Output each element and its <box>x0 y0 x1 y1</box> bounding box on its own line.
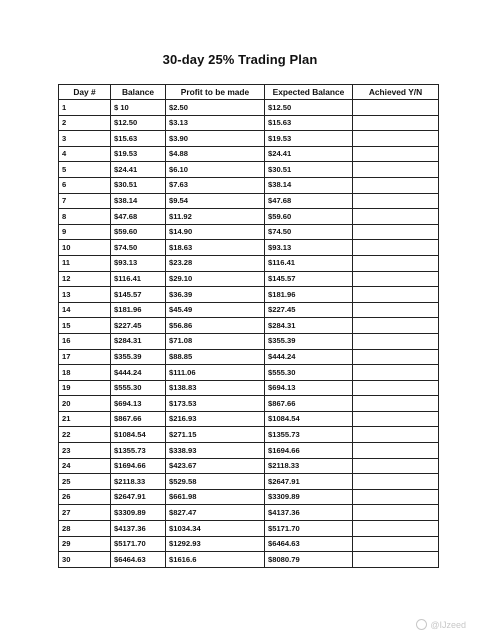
cell-expected-balance: $3309.89 <box>265 489 353 505</box>
cell-balance: $ 10 <box>111 100 166 116</box>
cell-day: 26 <box>59 489 111 505</box>
cell-expected-balance: $4137.36 <box>265 505 353 521</box>
header-profit: Profit to be made <box>166 85 265 100</box>
cell-balance: $694.13 <box>111 396 166 412</box>
cell-expected-balance: $694.13 <box>265 380 353 396</box>
cell-achieved <box>353 505 439 521</box>
table-row <box>59 240 439 256</box>
cell-profit: $423.67 <box>166 458 265 474</box>
cell-balance: $1084.54 <box>111 427 166 443</box>
cell-expected-balance: $30.51 <box>265 162 353 178</box>
table-row <box>59 209 439 225</box>
cell-balance: $181.96 <box>111 302 166 318</box>
table-row <box>59 255 439 271</box>
cell-balance: $116.41 <box>111 271 166 287</box>
cell-day: 30 <box>59 552 111 568</box>
cell-balance: $59.60 <box>111 224 166 240</box>
cell-day: 22 <box>59 427 111 443</box>
cell-balance: $24.41 <box>111 162 166 178</box>
cell-balance: $227.45 <box>111 318 166 334</box>
table-row <box>59 443 439 459</box>
cell-expected-balance: $116.41 <box>265 255 353 271</box>
table-row <box>59 458 439 474</box>
cell-achieved <box>353 396 439 412</box>
cell-achieved <box>353 224 439 240</box>
table-row <box>59 505 439 521</box>
cell-expected-balance: $355.39 <box>265 333 353 349</box>
cell-achieved <box>353 521 439 537</box>
cell-day: 25 <box>59 474 111 490</box>
table-row <box>59 271 439 287</box>
cell-balance: $5171.70 <box>111 536 166 552</box>
cell-achieved <box>353 302 439 318</box>
cell-expected-balance: $59.60 <box>265 209 353 225</box>
cell-achieved <box>353 177 439 193</box>
cell-day: 12 <box>59 271 111 287</box>
table-row <box>59 427 439 443</box>
cell-profit: $88.85 <box>166 349 265 365</box>
cell-achieved <box>353 489 439 505</box>
cell-profit: $529.58 <box>166 474 265 490</box>
cell-profit: $2.50 <box>166 100 265 116</box>
cell-profit: $1292.93 <box>166 536 265 552</box>
table-row <box>59 521 439 537</box>
table-body <box>59 100 439 568</box>
table-row <box>59 489 439 505</box>
cell-profit: $29.10 <box>166 271 265 287</box>
cell-achieved <box>353 209 439 225</box>
table-row <box>59 302 439 318</box>
table-row <box>59 536 439 552</box>
table-row <box>59 287 439 303</box>
cell-achieved <box>353 458 439 474</box>
table-row <box>59 162 439 178</box>
header-achieved: Achieved Y/N <box>353 85 439 100</box>
table-row <box>59 115 439 131</box>
cell-balance: $145.57 <box>111 287 166 303</box>
cell-expected-balance: $2118.33 <box>265 458 353 474</box>
cell-profit: $36.39 <box>166 287 265 303</box>
cell-day: 17 <box>59 349 111 365</box>
cell-day: 5 <box>59 162 111 178</box>
table-row <box>59 318 439 334</box>
cell-profit: $338.93 <box>166 443 265 459</box>
table-row <box>59 333 439 349</box>
cell-balance: $4137.36 <box>111 521 166 537</box>
cell-profit: $661.98 <box>166 489 265 505</box>
cell-profit: $173.53 <box>166 396 265 412</box>
table-row <box>59 396 439 412</box>
cell-day: 8 <box>59 209 111 225</box>
cell-achieved <box>353 115 439 131</box>
cell-achieved <box>353 318 439 334</box>
cell-achieved <box>353 380 439 396</box>
cell-profit: $3.90 <box>166 131 265 147</box>
cell-day: 10 <box>59 240 111 256</box>
cell-day: 28 <box>59 521 111 537</box>
cell-expected-balance: $93.13 <box>265 240 353 256</box>
cell-achieved <box>353 271 439 287</box>
header-balance: Balance <box>111 85 166 100</box>
cell-day: 20 <box>59 396 111 412</box>
cell-achieved <box>353 146 439 162</box>
cell-achieved <box>353 552 439 568</box>
table-row <box>59 224 439 240</box>
table-row <box>59 380 439 396</box>
cell-expected-balance: $555.30 <box>265 365 353 381</box>
cell-achieved <box>353 193 439 209</box>
cell-balance: $284.31 <box>111 333 166 349</box>
cell-expected-balance: $8080.79 <box>265 552 353 568</box>
cell-achieved <box>353 365 439 381</box>
cell-expected-balance: $1355.73 <box>265 427 353 443</box>
watermark-text: @IJzeed <box>430 619 466 630</box>
cell-balance: $30.51 <box>111 177 166 193</box>
cell-balance: $6464.63 <box>111 552 166 568</box>
weibo-icon <box>416 619 427 630</box>
cell-profit: $827.47 <box>166 505 265 521</box>
cell-achieved <box>353 100 439 116</box>
cell-day: 29 <box>59 536 111 552</box>
cell-balance: $2118.33 <box>111 474 166 490</box>
cell-day: 18 <box>59 365 111 381</box>
cell-expected-balance: $2647.91 <box>265 474 353 490</box>
cell-day: 6 <box>59 177 111 193</box>
cell-profit: $11.92 <box>166 209 265 225</box>
cell-achieved <box>353 349 439 365</box>
cell-expected-balance: $12.50 <box>265 100 353 116</box>
cell-balance: $1694.66 <box>111 458 166 474</box>
cell-day: 13 <box>59 287 111 303</box>
cell-day: 23 <box>59 443 111 459</box>
cell-achieved <box>353 162 439 178</box>
cell-expected-balance: $24.41 <box>265 146 353 162</box>
cell-profit: $18.63 <box>166 240 265 256</box>
cell-profit: $138.83 <box>166 380 265 396</box>
cell-balance: $47.68 <box>111 209 166 225</box>
cell-day: 16 <box>59 333 111 349</box>
cell-achieved <box>353 474 439 490</box>
cell-expected-balance: $145.57 <box>265 271 353 287</box>
cell-profit: $14.90 <box>166 224 265 240</box>
cell-profit: $216.93 <box>166 411 265 427</box>
cell-day: 2 <box>59 115 111 131</box>
cell-day: 15 <box>59 318 111 334</box>
cell-achieved <box>353 427 439 443</box>
cell-profit: $111.06 <box>166 365 265 381</box>
cell-balance: $2647.91 <box>111 489 166 505</box>
table-row <box>59 131 439 147</box>
cell-profit: $45.49 <box>166 302 265 318</box>
cell-balance: $1355.73 <box>111 443 166 459</box>
cell-achieved <box>353 287 439 303</box>
cell-profit: $23.28 <box>166 255 265 271</box>
cell-expected-balance: $38.14 <box>265 177 353 193</box>
cell-expected-balance: $47.68 <box>265 193 353 209</box>
table-row <box>59 365 439 381</box>
cell-balance: $444.24 <box>111 365 166 381</box>
cell-day: 11 <box>59 255 111 271</box>
cell-profit: $4.88 <box>166 146 265 162</box>
cell-day: 21 <box>59 411 111 427</box>
document-title: 30-day 25% Trading Plan <box>162 52 318 67</box>
table-row <box>59 177 439 193</box>
cell-expected-balance: $227.45 <box>265 302 353 318</box>
cell-day: 3 <box>59 131 111 147</box>
cell-expected-balance: $74.50 <box>265 224 353 240</box>
cell-profit: $71.08 <box>166 333 265 349</box>
cell-balance: $3309.89 <box>111 505 166 521</box>
cell-day: 14 <box>59 302 111 318</box>
table-header-row <box>59 85 439 100</box>
cell-balance: $555.30 <box>111 380 166 396</box>
cell-expected-balance: $1694.66 <box>265 443 353 459</box>
cell-day: 24 <box>59 458 111 474</box>
cell-achieved <box>353 240 439 256</box>
watermark <box>416 619 466 630</box>
cell-balance: $38.14 <box>111 193 166 209</box>
cell-profit: $271.15 <box>166 427 265 443</box>
cell-day: 9 <box>59 224 111 240</box>
cell-profit: $1034.34 <box>166 521 265 537</box>
cell-achieved <box>353 443 439 459</box>
cell-profit: $3.13 <box>166 115 265 131</box>
cell-expected-balance: $15.63 <box>265 115 353 131</box>
table-row <box>59 100 439 116</box>
cell-day: 4 <box>59 146 111 162</box>
cell-profit: $6.10 <box>166 162 265 178</box>
cell-expected-balance: $19.53 <box>265 131 353 147</box>
cell-expected-balance: $181.96 <box>265 287 353 303</box>
cell-expected-balance: $284.31 <box>265 318 353 334</box>
cell-achieved <box>353 333 439 349</box>
cell-balance: $867.66 <box>111 411 166 427</box>
cell-expected-balance: $867.66 <box>265 396 353 412</box>
cell-profit: $7.63 <box>166 177 265 193</box>
trading-plan-table <box>58 84 439 568</box>
cell-achieved <box>353 536 439 552</box>
table-row <box>59 411 439 427</box>
header-expected-balance: Expected Balance <box>265 85 353 100</box>
cell-profit: $9.54 <box>166 193 265 209</box>
table-row <box>59 552 439 568</box>
cell-achieved <box>353 411 439 427</box>
cell-balance: $12.50 <box>111 115 166 131</box>
cell-balance: $355.39 <box>111 349 166 365</box>
cell-expected-balance: $1084.54 <box>265 411 353 427</box>
cell-achieved <box>353 255 439 271</box>
cell-balance: $15.63 <box>111 131 166 147</box>
cell-balance: $74.50 <box>111 240 166 256</box>
cell-day: 19 <box>59 380 111 396</box>
table-row <box>59 474 439 490</box>
cell-balance: $19.53 <box>111 146 166 162</box>
cell-balance: $93.13 <box>111 255 166 271</box>
cell-expected-balance: $5171.70 <box>265 521 353 537</box>
cell-day: 7 <box>59 193 111 209</box>
header-day: Day # <box>59 85 111 100</box>
table-row <box>59 146 439 162</box>
cell-expected-balance: $444.24 <box>265 349 353 365</box>
table-row <box>59 349 439 365</box>
table-row <box>59 193 439 209</box>
cell-day: 1 <box>59 100 111 116</box>
cell-profit: $56.86 <box>166 318 265 334</box>
cell-achieved <box>353 131 439 147</box>
cell-expected-balance: $6464.63 <box>265 536 353 552</box>
cell-day: 27 <box>59 505 111 521</box>
cell-profit: $1616.6 <box>166 552 265 568</box>
